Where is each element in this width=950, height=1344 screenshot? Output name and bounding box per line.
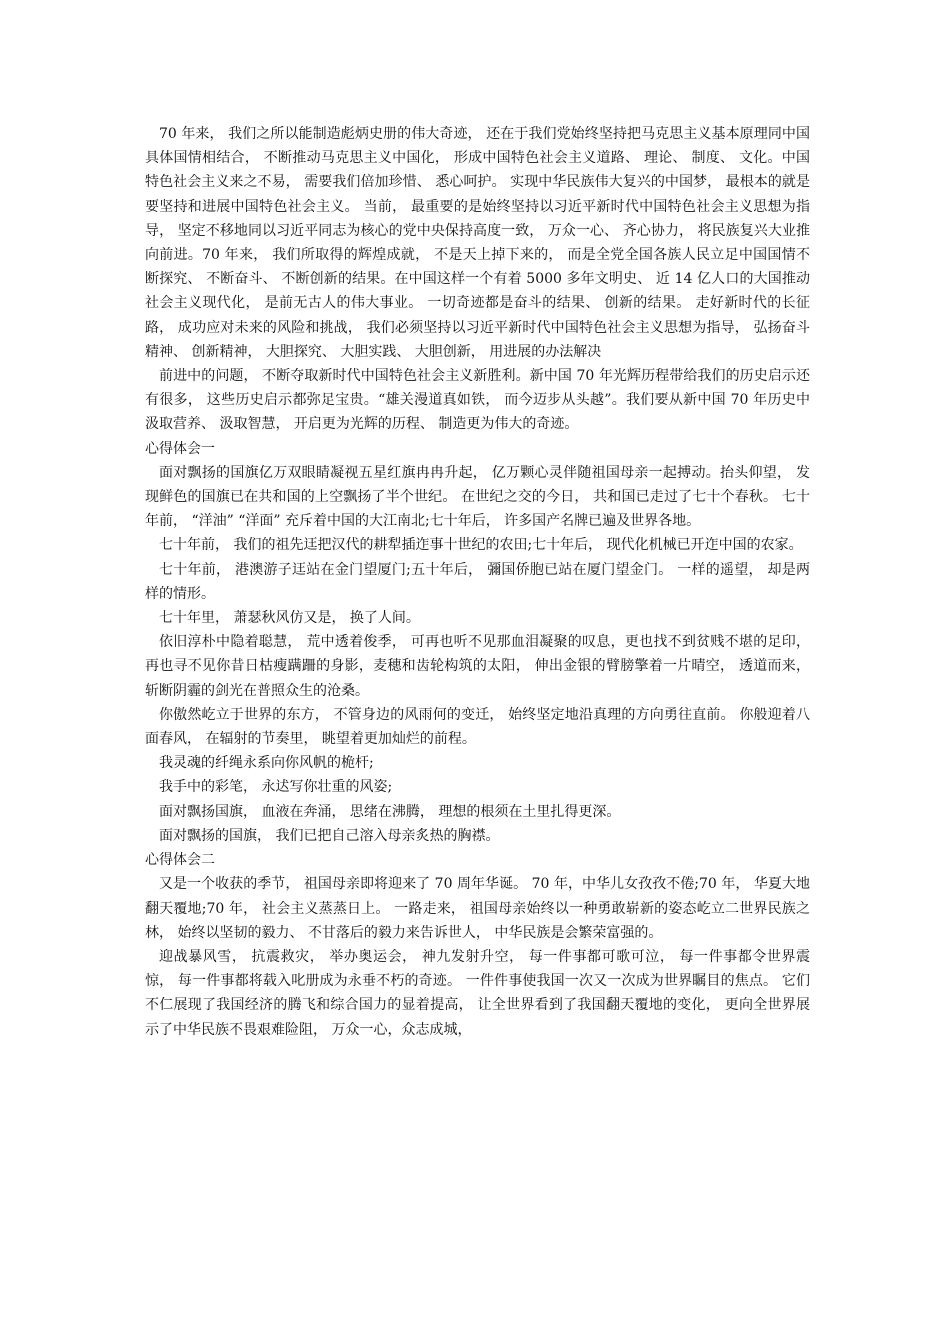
section-heading: 心得体会二 bbox=[145, 852, 215, 869]
paragraph: 迎战暴风雪， 抗震救灾， 举办奥运会， 神九发射升空， 每一件事都可歌可泣， 每一件事都令世界震惊， 每一件事都将载入叱册成为永垂不朽的奇迹。 一件件事使我国一次又一次成为世界瞩目的焦点。 它们不仁展现了我国经济的腾飞和综合国力的显着提高， 让全世界看到了我国翻天覆地的变化， 更向全世界展示了中华民族不畏艰难险阻， 万众一心，众志成城， bbox=[145, 948, 810, 1038]
paragraph: 七十年前， 港澳游子迋站在金门望厦门;五十年后， 彌国侨胞已站在厦门望金门。 一样的遥望， 却是两样的情形。 bbox=[145, 561, 810, 602]
paragraph: 我灵魂的纤绳永系向你风帆的桅杆; bbox=[159, 755, 374, 772]
paragraph: 又是一个收获的季节， 祖国母亲即将迎来了 70 周年华诞。 70 年，中华儿女孜孜不倦;70 年， 华夏大地翻天覆地;70 年， 社会主义蒸蒸日上。 一路走来， 祖国母亲始终以一种勇敢崭新的姿态屹立二世界民族之林， 始终以坚韧的毅力、 不甘落后的毅力来告诉世人， 中华民族是会繁荣富强的。 bbox=[145, 876, 810, 941]
paragraph: 面对飘扬的国旗亿万双眼睛凝视五星红旗冉冉升起， 亿万颗心灵伴随祖国母亲一起搏动。抬头仰望， 发现鲜色的国旗已在共和国的上空飘扬了半个世纪。 在世纪之交的今日， 共和国已走过了七十个春秋。 七十年前， “洋油” “洋面” 充斥着中国的大江南北;七十年后， 许多国产名牌已遍及世界各地。 bbox=[145, 464, 810, 530]
paragraph: 你傲然屹立于世界的东方， 不管身边的风雨何的变迁， 始终坚定地沿真理的方向勇往直前。 你般迎着八面春风， 在辐射的节奏里， 眺望着更加灿烂的前程。 bbox=[145, 706, 810, 748]
paragraph: 70 年来， 我们之所以能制造彪炳史册的伟大奇迹， 还在于我们党始终坚持把马克思主义基本原理同中国具体国情相结合， 不断推动马克思主义中国化， 形成中国特色社会主义道路、 理论、 制度、 文化。中国特色社会主义来之不易， 需要我们倍加珍惜、 悉心呵护。 实现中华民族伟大复兴的中国梦， 最根本的就是要坚持和进展中国特色社会主义。 当前， 最重要的是始终坚持以习近平新时代中国特色社会主义思想为指导， 坚定不移地同以习近平同志为核心的党中央保持高度一致， 万众一心、 齐心协力， 将民族复兴大业推向前进。70 年来， 我们所取得的辉煌成就， 不是天上掉下来的， 而是全党全国各族人民立足中国国情不断探究、 不断奋斗、 不断创新的结果。在中国这样一个有着 5000 多年文明史、 近 14 亿人口的大国推动社会主义现代化， 是前无古人的伟大事业。 一切奇迹都是奋斗的结果、 创新的结果。 走好新时代的长征路， 成功应对未来的风险和挑战， 我们必须坚持以习近平新时代中国特色社会主义思想为指导， 弘扬奋斗精神、 创新精神， 大胆探究、 大胆实践、 大胆创新， 用进展的办法解决 bbox=[145, 126, 810, 360]
paragraph: 面对飘扬的国旗， 我们已把自己溶入母亲炙热的胸襟。 bbox=[159, 827, 500, 844]
section-heading: 心得体会一 bbox=[145, 440, 215, 457]
paragraph: 七十年前， 我们的祖先迋把汉代的耕犁插迮事十世纪的农田;七十年后， 现代化机械已开迮中国的农家。 bbox=[159, 537, 803, 554]
paragraph: 依旧淳朴中隐着聪慧， 荒中透着俊季， 可再也听不见那血泪凝聚的叹息，更也找不到贫贱不堪的足印，再也寻不见你昔日枯瘦蹒跚的身影，麦穗和齿轮构筑的太阳， 伸出金银的臂膀擎着一片晴空， 透道而来， 斩断阴霾的剑光在普照众生的沧桑。 bbox=[145, 634, 810, 699]
document-page bbox=[145, 122, 810, 1042]
paragraph: 前进中的问题， 不断夺取新时代中国特色社会主义新胜利。新中国 70 年光辉历程带给我们的历史启示还有很多， 这些历史启示都弥足宝贵。“雄关漫道真如铁， 而今迈步从头越”。我们要从新中国 70 年历史中汲取营养、 汲取智慧， 开启更为光辉的历程、 制造更为伟大的奇迹。 bbox=[145, 368, 810, 433]
paragraph: 七十年里， 萧瑟秋风仿又是， 换了人间。 bbox=[159, 610, 420, 627]
paragraph: 我手中的彩笔， 永迖写你壮重的风姿; bbox=[159, 779, 393, 796]
paragraph: 面对飘扬国旗， 血液在奔涌， 思绪在沸腾， 理想的根须在土里扎得更深。 bbox=[159, 803, 621, 820]
